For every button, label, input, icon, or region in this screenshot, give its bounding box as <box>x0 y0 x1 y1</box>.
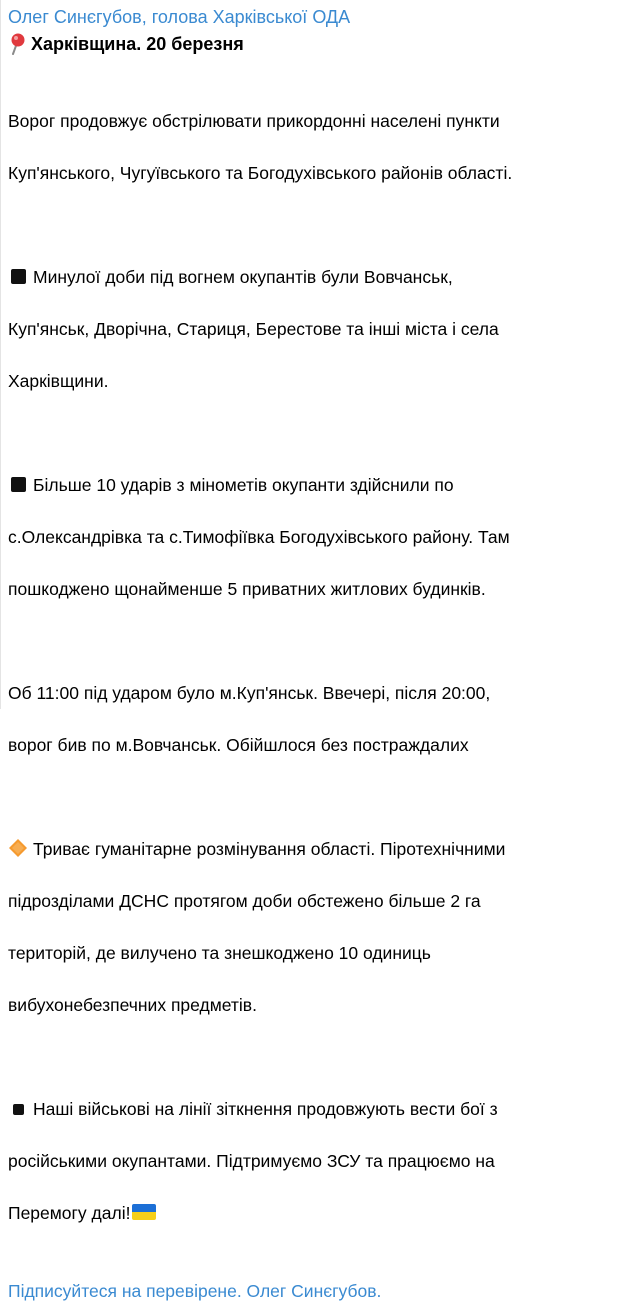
text-line-with-bullet <box>8 1096 611 1122</box>
text-line: Куп'янськ, Дворічна, Стариця, Берестове та інші міста і села <box>8 319 499 339</box>
text-line: Минулої доби під вогнем окупантів були Вовчанськ, <box>33 267 453 287</box>
black-medium-square-icon <box>11 477 26 492</box>
text-line: Більше 10 ударів з мінометів окупанти здійснили по <box>33 475 454 495</box>
text-line: ворог бив по м.Вовчанськ. Обійшлося без постраждалих <box>8 735 469 755</box>
text-line: Ворог продовжує обстрілювати прикордонні населені пункти <box>8 111 500 131</box>
text-line-with-bullet <box>8 264 611 290</box>
text-line: територій, де вилучено та знешкоджено 10 одиниць <box>8 943 431 963</box>
intro-paragraph <box>8 82 611 212</box>
text-line: пошкоджено щонайменше 5 приватних житлових будинків. <box>8 579 486 599</box>
text-line-with-flag <box>8 1200 611 1226</box>
location-line <box>8 32 611 56</box>
text-line-with-bullet <box>8 472 611 498</box>
text-line: Перемогу далі! <box>8 1203 131 1223</box>
channel-name-link[interactable]: Олег Синєгубов, голова Харківської ОДА <box>8 7 351 27</box>
text-line: Наші військові на лінії зіткнення продовжують вести бої з <box>33 1099 498 1119</box>
text-line-with-bullet <box>8 836 611 862</box>
text-line: підрозділами ДСНС протягом доби обстежено більше 2 га <box>8 891 481 911</box>
text-line: вибухонебезпечних предметів. <box>8 995 257 1015</box>
text-line: Триває гуманітарне розмінування області. Піротехнічними <box>33 839 506 859</box>
black-small-square-icon <box>13 1104 24 1115</box>
black-medium-square-icon <box>11 269 26 284</box>
orange-diamond-icon <box>8 838 28 858</box>
kupiansk-paragraph <box>8 654 611 784</box>
shelling-paragraph <box>8 238 611 420</box>
military-paragraph <box>8 1070 611 1252</box>
text-line: російськими окупантами. Підтримуємо ЗСУ та працюємо на <box>8 1151 495 1171</box>
demining-paragraph <box>8 810 611 1044</box>
text-line: Куп'янського, Чугуївського та Богодухівського районів області. <box>8 163 513 183</box>
mortars-paragraph <box>8 446 611 628</box>
text-line: с.Олександрівка та с.Тимофіївка Богодухівського району. Там <box>8 527 510 547</box>
round-pushpin-icon <box>8 33 26 55</box>
text-line: Харківщини. <box>8 371 109 391</box>
subscribe-link[interactable]: Підписуйтеся на перевірене. Олег Синєгубов. <box>8 1281 382 1301</box>
text-line: Об 11:00 під ударом було м.Куп'янськ. Ввечері, після 20:00, <box>8 683 491 703</box>
ukraine-flag-icon <box>132 1204 156 1220</box>
location-text: Харківщина. 20 березня <box>31 34 244 54</box>
